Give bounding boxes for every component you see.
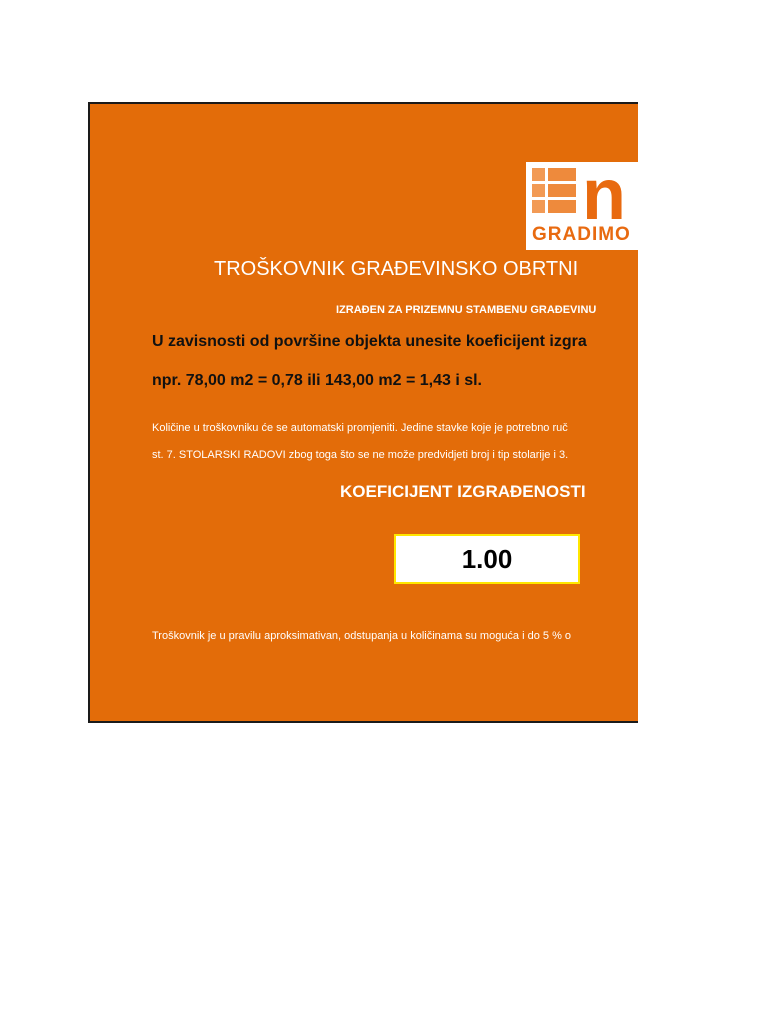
logo-tile: [548, 200, 576, 213]
note-line-2: st. 7. STOLARSKI RADOVI zbog toga što se ne može predvidjeti broj i tip stolarije i 3.: [152, 449, 569, 461]
logo-tile: [532, 200, 545, 213]
document-title: TROŠKOVNIK GRAĐEVINSKO OBRTNI: [214, 258, 579, 280]
logo-brand-text: GRADIMO: [532, 224, 631, 245]
logo-tile: [532, 168, 545, 181]
coefficient-input[interactable]: 1.00: [394, 534, 580, 584]
footer-note: Troškovnik je u pravilu aproksimativan, odstupanja u količinama su moguća i do 5 % o: [152, 630, 572, 642]
company-logo: [526, 155, 648, 250]
document-subtitle: IZRAĐEN ZA PRIZEMNU STAMBENU GRAĐEVINU: [336, 304, 597, 316]
logo-tile: [532, 184, 545, 197]
logo-letter: n: [582, 155, 624, 235]
instruction-line-1: U zavisnosti od površine objekta unesite koeficijent izgra: [152, 333, 587, 350]
note-line-1: Količine u troškovniku će se automatski promjeniti. Jedine stavke koje je potrebno ruč: [152, 422, 568, 434]
instruction-line-2: npr. 78,00 m2 = 0,78 ili 143,00 m2 = 1,43 i sl.: [152, 372, 482, 389]
viewport-clip: [638, 102, 768, 723]
coefficient-label: KOEFICIJENT IZGRAĐENOSTI: [340, 482, 586, 501]
logo-tile: [548, 168, 576, 181]
worksheet-panel: [88, 102, 648, 723]
logo-tile: [548, 184, 576, 197]
